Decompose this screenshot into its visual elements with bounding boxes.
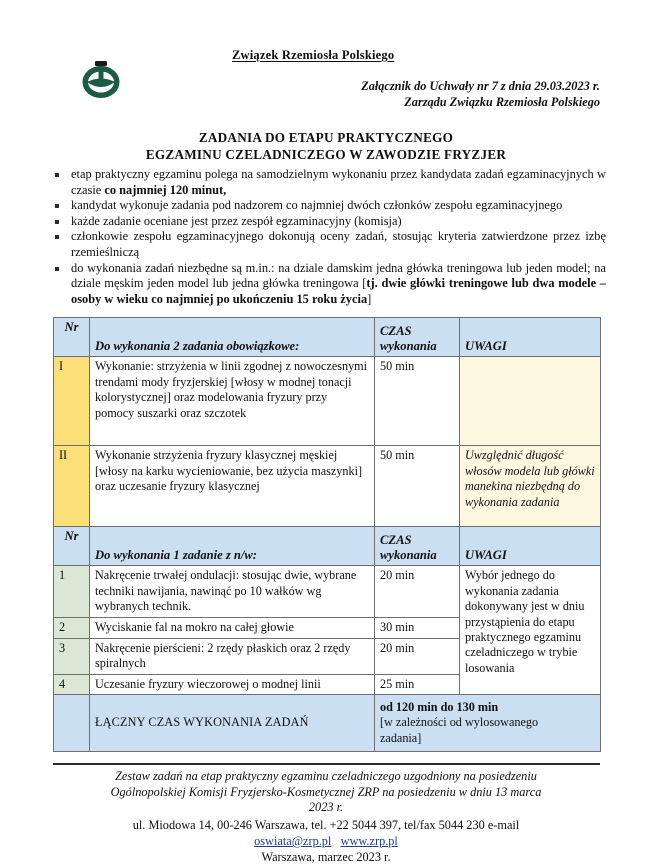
total-value-bold: od 120 min do 130 min — [380, 700, 499, 715]
list-item — [0, 167, 606, 198]
header-notes: UWAGI — [460, 527, 601, 566]
footer-address: ul. Miodowa 14, 00-246 Warszawa, tel. +22 5044 397, tel/fax 5044 230 e-mail — [132, 817, 520, 832]
bullet-text-pre: każde zadanie oceniane jest przez zespół egzaminacyjny (komisja) — [71, 213, 402, 228]
header-time-line-1: CZAS — [380, 532, 412, 547]
row-task: Wykonanie strzyżenia fryzury klasycznej męskiej [włosy na karku wycieniowanie, bez użycia maszynki] oraz uczesanie fryzury klasycznej — [90, 446, 375, 527]
page-title-line-2: EGZAMINU CZELADNICZEGO W ZAWODZIE FRYZJER — [145, 147, 507, 162]
rules-list — [0, 167, 652, 307]
bullet-text-pre: etap praktyczny egzaminu polega na samodzielnym wykonaniu przez kandydata zadań egzaminacyjnych w czasie — [71, 167, 606, 197]
row-number: 4 — [54, 674, 90, 694]
row-number: 2 — [54, 618, 90, 638]
header-nr: Nr — [54, 318, 90, 357]
annex-reference — [361, 78, 600, 110]
list-item — [0, 214, 606, 230]
header-nr: Nr — [54, 527, 90, 566]
annex-line-2: Zarządu Związku Rzemiosła Polskiego — [404, 95, 600, 109]
tasks-table — [53, 317, 601, 752]
footer-approval-line-1: Zestaw zadań na etap praktyczny egzaminu czeladniczego uzgodniony na posiedzeniu — [115, 769, 537, 784]
bullet-text-bold: co najmniej 120 minut, — [104, 182, 227, 197]
bullet-text-pre: do wykonania zadań niezbędne są m.in.: na dziale damskim jedna główka treningowa lub jeden model; na dziale męskim jeden model lub jedna główka treningowa [ — [71, 260, 606, 291]
row-time: 25 min — [375, 674, 460, 694]
total-label: ŁĄCZNY CZAS WYKONANIA ZADAŃ — [90, 695, 375, 752]
document-footer — [0, 769, 652, 865]
header-time-line-1: CZAS — [380, 323, 412, 338]
bullet-text-pre: członkowie zespołu egzaminacyjnego dokonują oceny zadań, stosując kryteria zatwierdzone przez izbę rzemieślniczą — [71, 229, 606, 259]
email-link[interactable]: oswiata@zrp.pl — [254, 833, 332, 848]
header-time-line-2: wykonania — [380, 547, 437, 562]
page-title-line-1: ZADANIA DO ETAPU PRAKTYCZNEGO — [198, 130, 454, 145]
table-row — [54, 446, 601, 527]
list-item — [0, 229, 606, 260]
row-time: 50 min — [375, 446, 460, 527]
document-header — [0, 0, 652, 115]
footer-divider — [53, 763, 600, 765]
header-task: Do wykonania 2 zadania obowiązkowe: — [90, 318, 375, 357]
page-title — [0, 129, 652, 163]
row-task: Wyciskanie fal na mokro na całej głowie — [90, 618, 375, 638]
row-time: 20 min — [375, 566, 460, 618]
total-spacer — [54, 695, 90, 752]
table-row — [54, 357, 601, 446]
total-value-note-1: [w zależności od wylosowanego — [380, 715, 539, 730]
footer-links — [0, 833, 652, 849]
footer-city-date: Warszawa, marzec 2023 r. — [261, 849, 391, 864]
row-time: 30 min — [375, 618, 460, 638]
row-task: Wykonanie: strzyżenia w linii zgodnej z nowoczesnymi trendami mody fryzjerskiej [włosy w modnej tonacji kolorystycznej] oraz modelowania fryzury przy pomocy suszarki oraz szczotek — [90, 357, 375, 446]
header-notes: UWAGI — [460, 318, 601, 357]
bullet-text-post: ] — [367, 291, 372, 306]
header-time — [375, 527, 460, 566]
row-task: Nakręcenie trwałej ondulacji: stosując dwie, wybrane techniki nawijania, nawinąć po 10 wałków wg wybranych technik. — [90, 566, 375, 618]
header-time-line-2: wykonania — [380, 338, 437, 353]
total-value-note-2: zadania] — [380, 730, 422, 745]
annex-line-1: Załącznik do Uchwały nr 7 z dnia 29.03.2023 r. — [361, 79, 600, 93]
row-number: I — [54, 357, 90, 446]
table-header-optional — [54, 527, 601, 566]
bullet-text-pre: kandydat wykonuje zadania pod nadzorem co najmniej dwóch członków zespołu egzaminacyjnego — [71, 198, 563, 213]
footer-approval-line-2: Ogólnopolskiej Komisji Fryzjersko-Kosmetycznej ZRP na posiedzeniu w dniu 13 marca — [110, 784, 542, 799]
row-note: Uwzględnić długość włosów modela lub główki manekina niezbędną do wykonania zadania — [460, 446, 601, 527]
row-time: 50 min — [375, 357, 460, 446]
header-time — [375, 318, 460, 357]
organization-name: Związek Rzemiosła Polskiego — [232, 48, 395, 62]
row-note — [460, 357, 601, 446]
table-header-mandatory — [54, 318, 601, 357]
footer-approval-line-3: 2023 r. — [308, 800, 344, 815]
row-task: Nakręcenie pierścieni: 2 rzędy płaskich oraz 2 rzędy spiralnych — [90, 638, 375, 674]
total-value — [375, 695, 601, 752]
row-number: 3 — [54, 638, 90, 674]
bullet-text-bold: tj. dwie główki treningowe lub dwa modele – osoby w wieku co najmniej po ukończeniu 15 roku życia — [71, 276, 607, 306]
list-item — [0, 198, 606, 214]
table-row — [54, 566, 601, 618]
row-number: II — [54, 446, 90, 527]
row-task: Uczesanie fryzury wieczorowej o modnej linii — [90, 674, 375, 694]
optional-selection-note: Wybór jednego do wykonania zadania dokonywany jest w dniu przystąpienia do etapu praktycznego egzaminu czeladniczego w trybie losowania — [460, 566, 601, 695]
header-task: Do wykonania 1 zadanie z n/w: — [90, 527, 375, 566]
list-item — [0, 261, 606, 308]
footer-approval-note — [0, 769, 652, 816]
zrp-emblem-icon — [78, 56, 124, 102]
row-number: 1 — [54, 566, 90, 618]
total-row — [54, 695, 601, 752]
row-time: 20 min — [375, 638, 460, 674]
website-link[interactable]: www.zrp.pl — [340, 833, 398, 848]
